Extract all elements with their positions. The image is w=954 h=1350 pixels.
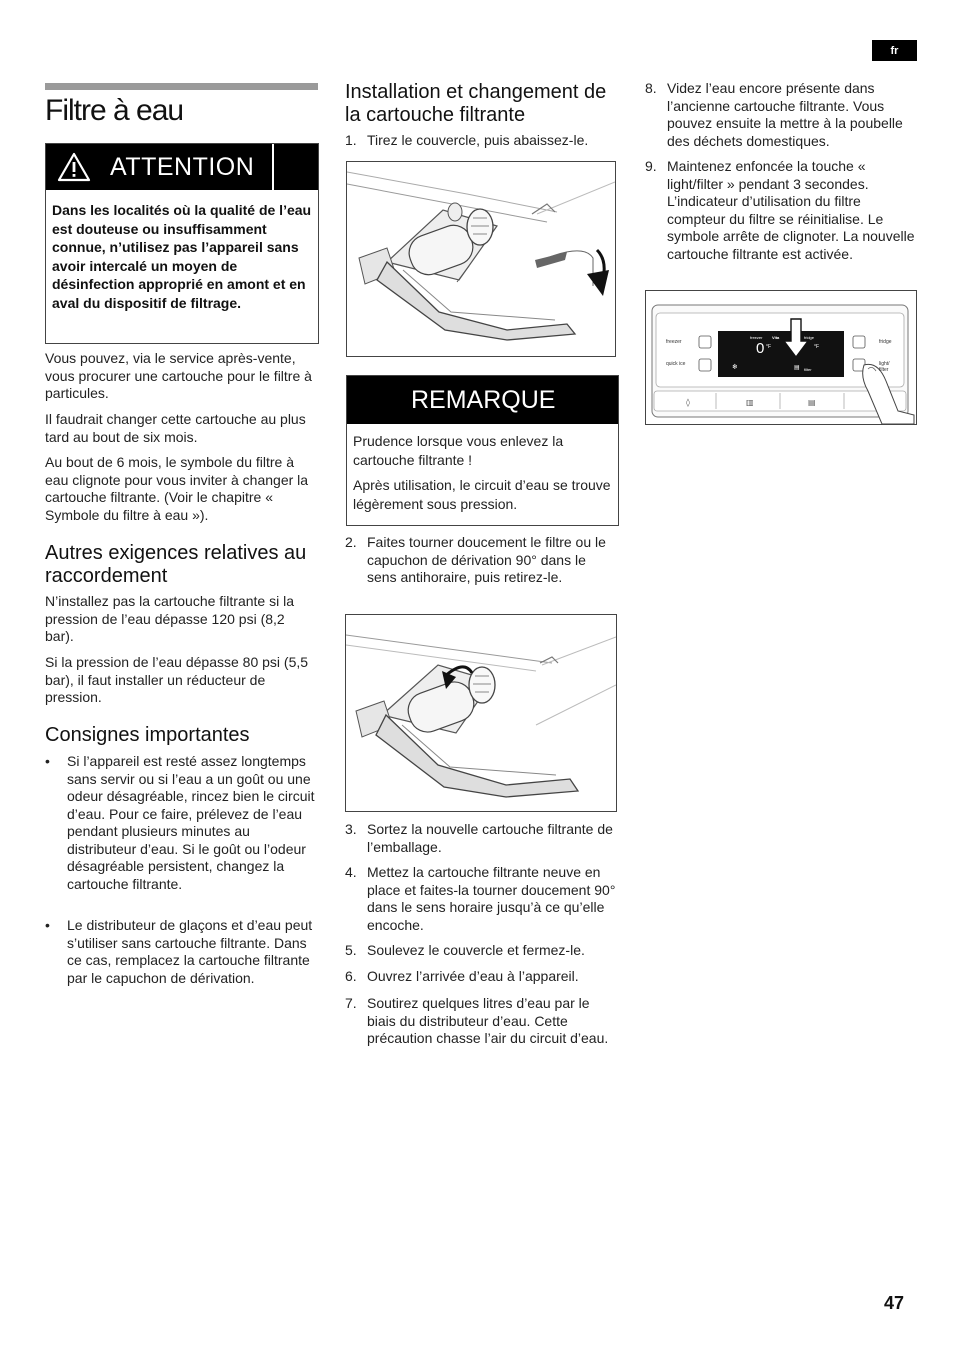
step-number: 5. (345, 942, 357, 958)
remarque-body (347, 424, 618, 526)
step-text: Ouvrez l’arrivée d’eau à l’appareil. (367, 968, 579, 984)
filter-cover-illustration (346, 161, 616, 357)
panel-quick-ice-label: quick ice (666, 361, 686, 367)
display-unit: °F (766, 344, 772, 350)
step-number: 1. (345, 132, 357, 148)
remarque-title: REMARQUE (411, 385, 556, 414)
attention-header (46, 144, 318, 190)
requirements-heading: Autres exigences relatives au raccordement (45, 542, 307, 587)
panel-freezer-label: freezer (666, 339, 682, 345)
requirements-paragraph: N’installez pas la cartouche filtrante si la pression de l’eau dépasse 120 psi (8,2 bar). (45, 593, 295, 644)
attention-text: Dans les localités où la qualité de l’eau est douteuse ou insuffisamment connue, n’utilisez pas l’appareil sans avoir intercalé un moyen de désinfection approprié en amont et en aval du dispositif de filtrage. (52, 202, 312, 311)
step-text: Faites tourner doucement le filtre ou le capuchon de dérivation 90° dans le sens antihoraire, puis retirez-le. (367, 534, 606, 585)
bullet-dot: • (45, 753, 50, 769)
step-text: Soutirez quelques litres d’eau par le biais du distributeur d’eau. Cette précaution chasse l’air du circuit d’eau. (367, 995, 609, 1046)
svg-text:▤: ▤ (808, 398, 816, 407)
warning-triangle-icon (56, 151, 92, 183)
bullet-dot: • (45, 917, 50, 933)
attention-divider (272, 144, 274, 190)
requirements-paragraph: Si la pression de l’eau dépasse 80 psi (5,5 bar), il faut installer un réducteur de pression. (45, 654, 309, 705)
step-number: 2. (345, 534, 357, 550)
step-number: 7. (345, 995, 357, 1011)
intro-paragraph: Vous pouvez, via le service après-vente, vous procurer une cartouche pour le filtre à particules. (45, 350, 312, 401)
step-number: 9. (645, 158, 657, 174)
control-panel-drawing (646, 291, 916, 424)
intro-paragraph: Au bout de 6 mois, le symbole du filtre à eau clignote pour vous inviter à changer la cartouche filtrante. (Voir le chapitre « Symbole du filtre à eau »). (45, 454, 309, 523)
step-number: 6. (345, 968, 357, 984)
display-temperature: 0 (756, 340, 765, 357)
attention-title: ATTENTION (110, 152, 255, 181)
step-text: Mettez la cartouche filtrante neuve en place et faites-la tourner doucement 90° dans le sens horaire jusqu’à ce qu’elle encoche. (367, 864, 616, 933)
step-text: Videz l’eau encore présente dans l’ancienne cartouche filtrante. Vous pouvez ensuite la mettre à la poubelle des déchets domestiques. (667, 80, 903, 149)
remarque-header (347, 376, 618, 424)
svg-text:▥: ▥ (746, 398, 754, 407)
remarque-paragraph: Après utilisation, le circuit d’eau se trouve légèrement sous pression. (353, 477, 611, 512)
display-unit-fridge: °F (814, 344, 820, 350)
language-tab (872, 40, 917, 61)
install-heading: Installation et changement de la cartouche filtrante (345, 81, 607, 126)
filter-cover-drawing (347, 162, 615, 356)
step-number: 4. (345, 864, 357, 880)
bullet-text: Si l’appareil est resté assez longtemps sans servir ou si l’eau a un goût ou une odeur désagréable, rincez bien le circuit d’eau. Pour ce faire, prélevez de l’eau pendant plusieurs minutes au distributeur d’eau. Si le goût ou l’odeur désagréable persistent, changez la cartouche filtrante. (67, 753, 315, 892)
step-text: Sortez la nouvelle cartouche filtrante de l’emballage. (367, 821, 613, 855)
bullet-text: Le distributeur de glaçons et d’eau peut s’utiliser sans cartouche filtrante. Dans ce cas, remplacez la cartouche filtrante par le capuchon de dérivation. (67, 917, 313, 986)
filter-rotate-illustration (345, 614, 617, 812)
important-heading: Consignes importantes (45, 724, 250, 746)
filter-rotate-drawing (346, 615, 616, 811)
control-panel-illustration (645, 290, 917, 425)
display-fridge-label: fridge (804, 335, 815, 340)
panel-fridge-label: fridge (879, 339, 892, 345)
step-text: Tirez le couvercle, puis abaissez-le. (367, 132, 589, 148)
step-text: Maintenez enfoncée la touche « light/filter » pendant 3 secondes. L’indicateur d’utilisation du filtre compteur du filtre se réinitialise. Le symbole arrête de clignoter. La nouvelle cartouche filtrante est activée. (667, 158, 915, 262)
language-label: fr (890, 44, 899, 57)
display-filter-label: filter (804, 367, 812, 372)
display-snowflake-icon: ❄ (732, 363, 738, 371)
step-number: 3. (345, 821, 357, 837)
panel-light-filter-label: light/ filter (879, 361, 890, 373)
display-freezer-label: freezer (750, 335, 763, 340)
intro-paragraph: Il faudrait changer cette cartouche au plus tard au bout de six mois. (45, 411, 306, 445)
page-number: 47 (884, 1293, 905, 1313)
title-rule (45, 83, 318, 90)
attention-box (45, 143, 319, 344)
step-number: 8. (645, 80, 657, 96)
display-vita-label: Vita (772, 335, 780, 340)
svg-text:◊: ◊ (686, 398, 690, 407)
step-text: Soulevez le couvercle et fermez-le. (367, 942, 585, 958)
display-filter-icon: ▤ (794, 364, 800, 371)
page-title: Filtre à eau (45, 94, 184, 127)
remarque-paragraph: Prudence lorsque vous enlevez la cartouche filtrante ! (353, 433, 564, 468)
remarque-box (346, 375, 619, 526)
